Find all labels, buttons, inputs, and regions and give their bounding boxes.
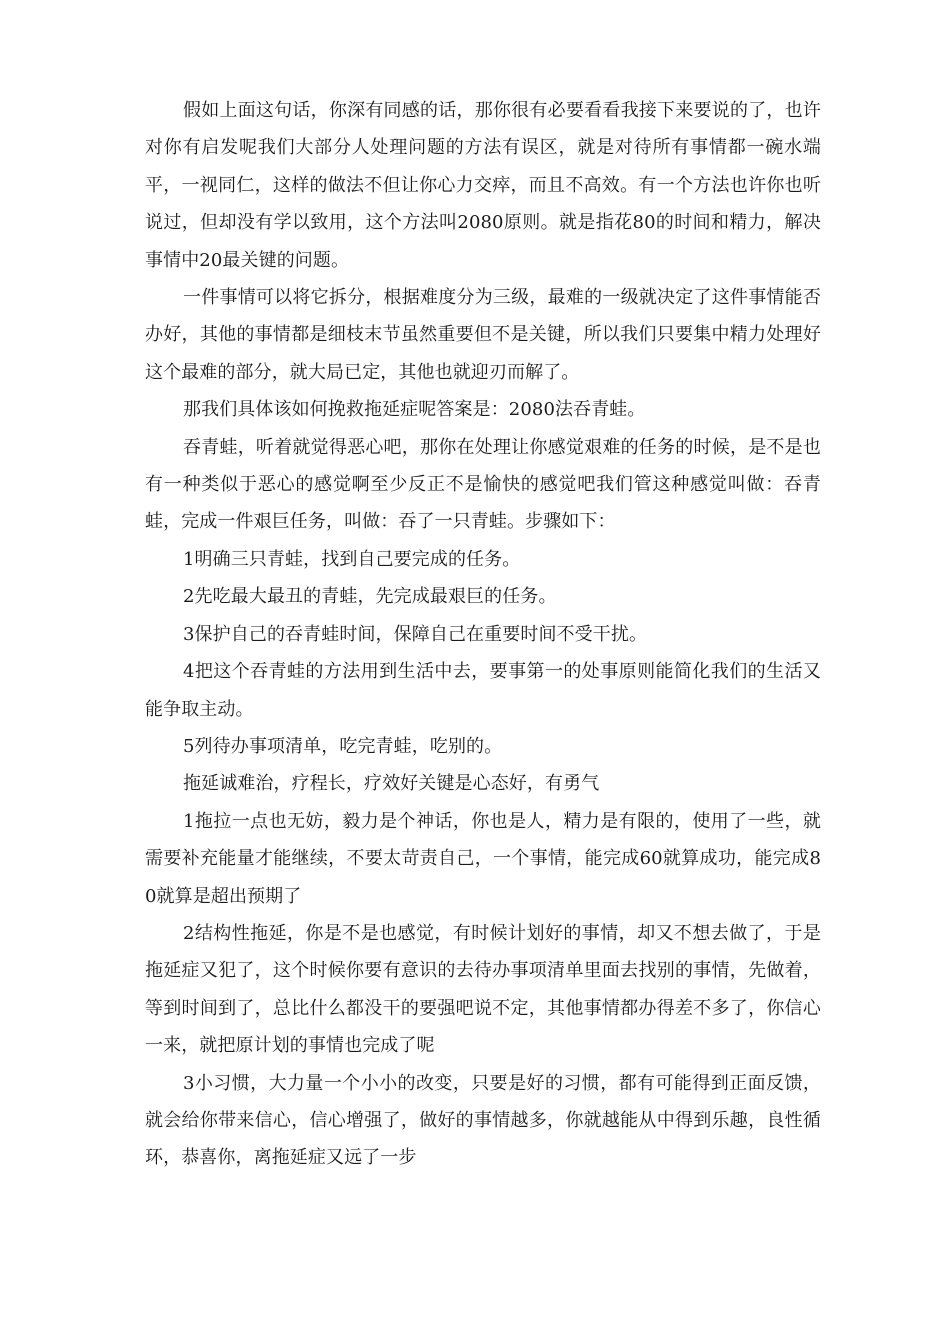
paragraph: 拖延诚难治，疗程长，疗效好关键是心态好，有勇气 [183,773,600,795]
step-item: 3保护自己的吞青蛙时间，保障自己在重要时间不受干扰。 [183,623,648,645]
paragraph: 那我们具体该如何挽救拖延症呢答案是：2080法吞青蛙。 [183,399,646,421]
document-body [145,92,821,1177]
step-item: 5列待办事项清单，吃完青蛙，吃别的。 [183,735,503,757]
paragraph: 吞青蛙，听着就觉得恶心吧，那你在处理让你感觉艰难的任务的时候，是不是也有一种类似于恶心的感觉啊至少反正不是愉快的感觉吧我们管这种感觉叫做：吞青蛙，完成一件艰巨任务，叫做：吞了一只青蛙。步骤如下： [145,436,821,533]
tip-item: 2结构性拖延，你是不是也感觉，有时候计划好的事情，却又不想去做了，于是拖延症又犯了，这个时候你要有意识的去待办事项清单里面去找别的事情，先做着，等到时间到了，总比什么都没干的要强吧说不定，其他事情都办得差不多了，你信心一来，就把原计划的事情也完成了呢 [145,922,821,1057]
step-item: 4把这个吞青蛙的方法用到生活中去，要事第一的处事原则能简化我们的生活又能争取主动。 [145,661,821,720]
step-item: 2先吃最大最丑的青蛙，先完成最艰巨的任务。 [183,586,557,608]
step-item: 1明确三只青蛙，找到自己要完成的任务。 [183,548,521,570]
paragraph: 一件事情可以将它拆分，根据难度分为三级，最难的一级就决定了这件事情能否办好，其他的事情都是细枝末节虽然重要但不是关键，所以我们只要集中精力处理好这个最难的部分，就大局已定，其他也就迎刃而解了。 [145,287,821,383]
paragraph: 假如上面这句话，你深有同感的话，那你很有必要看看我接下来要说的了，也许对你有启发呢我们大部分人处理问题的方法有误区，就是对待所有事情都一碗水端平，一视同仁，这样的做法不但让你心力交瘁，而且不高效。有一个方法也许你也听说过，但却没有学以致用，这个方法叫2080原则。就是指花80的时间和精力，解决事情中20最关键的问题。 [145,100,821,271]
tip-item: 3小习惯，大力量一个小小的改变，只要是好的习惯，都有可能得到正面反馈，就会给你带来信心，信心增强了，做好的事情越多，你就越能从中得到乐趣，良性循环，恭喜你，离拖延症又远了一步 [145,1072,821,1169]
tip-item: 1拖拉一点也无妨，毅力是个神话，你也是人，精力是有限的，使用了一些，就需要补充能量才能继续，不要太苛责自己，一个事情，能完成60就算成功，能完成80就算是超出预期了 [145,810,821,907]
